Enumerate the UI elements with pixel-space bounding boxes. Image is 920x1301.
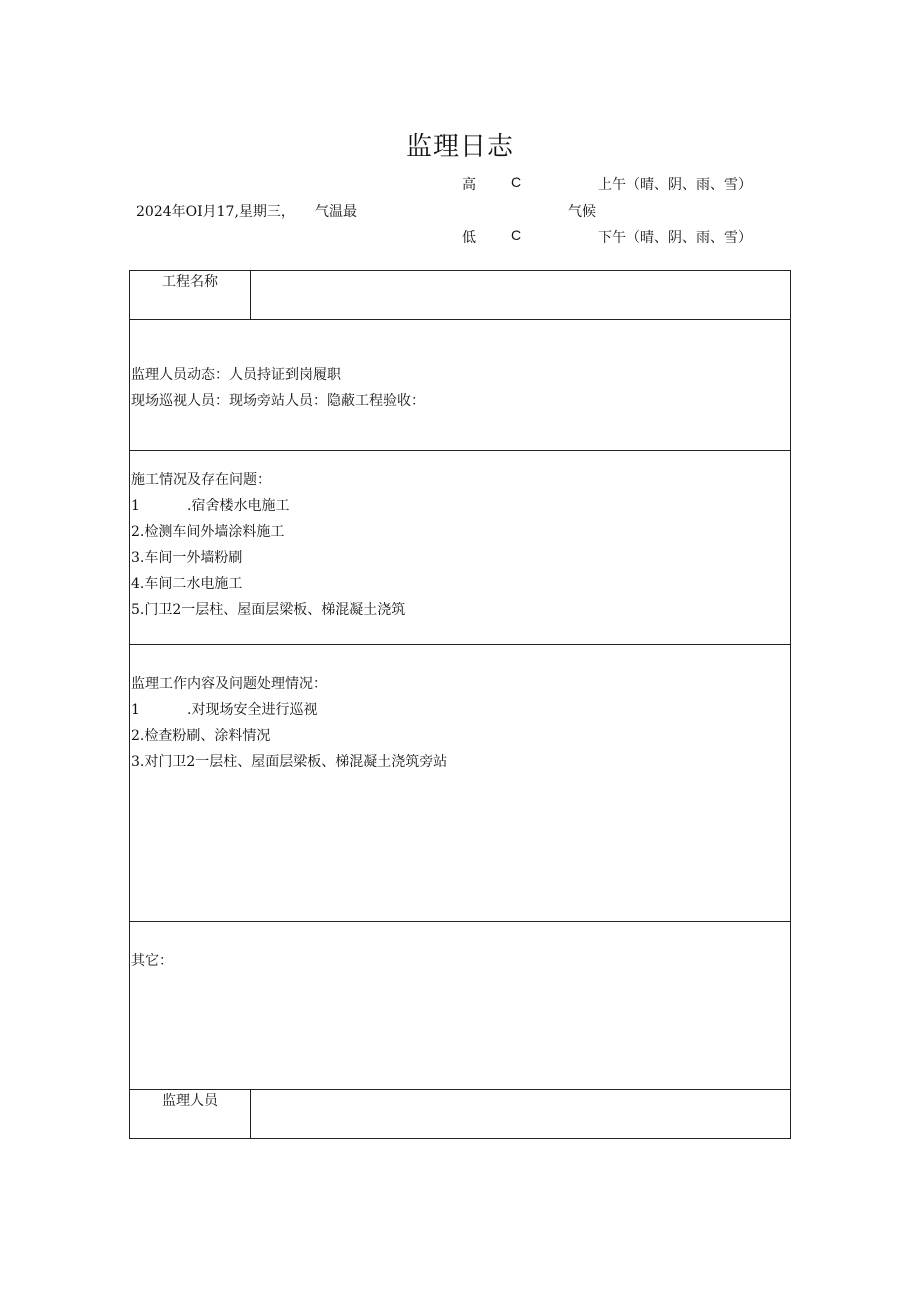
item-number: 1 bbox=[131, 498, 140, 514]
temp-high-label: 高 bbox=[462, 177, 476, 193]
item-number: 1 bbox=[131, 702, 140, 718]
weather-afternoon: 下午（晴、阴、雨、雪） bbox=[598, 230, 752, 246]
other-row bbox=[130, 922, 791, 1090]
temp-low-unit: C bbox=[511, 227, 522, 243]
item-text: .对现场安全进行巡视 bbox=[187, 702, 318, 718]
weather-morning: 上午（晴、阴、雨、雪） bbox=[598, 177, 752, 193]
supervisor-value[interactable] bbox=[251, 1090, 791, 1139]
other-label: 其它： bbox=[131, 953, 173, 969]
page-title: 监理日志 bbox=[405, 132, 514, 162]
weather-label: 气候 bbox=[568, 204, 596, 220]
list-item: 2.检查粉刷、涂料情况 bbox=[131, 728, 271, 744]
construction-row bbox=[130, 451, 791, 645]
temperature-label: 气温最 bbox=[315, 204, 357, 220]
personnel-status: 监理人员动态：人员持证到岗履职 bbox=[131, 367, 341, 383]
supervisor-row bbox=[130, 1090, 791, 1139]
supervisor-label: 监理人员 bbox=[130, 1090, 251, 1139]
project-name-value[interactable] bbox=[251, 271, 791, 320]
personnel-cell[interactable] bbox=[130, 320, 791, 451]
personnel-roles: 现场巡视人员：现场旁站人员：隐蔽工程验收： bbox=[131, 393, 425, 409]
list-item: 5.门卫2一层柱、屋面层梁板、梯混凝土浇筑 bbox=[131, 602, 406, 618]
temp-high-unit: C bbox=[511, 174, 522, 190]
other-cell[interactable] bbox=[130, 922, 791, 1090]
item-text: .宿舍楼水电施工 bbox=[187, 498, 290, 514]
supervision-cell[interactable] bbox=[130, 645, 791, 922]
list-item bbox=[131, 697, 790, 723]
list-item: 4.车间二水电施工 bbox=[131, 576, 243, 592]
list-item: 2.检测车间外墙涂料施工 bbox=[131, 524, 285, 540]
list-item: 3.对门卫2一层柱、屋面层梁板、梯混凝土浇筑旁站 bbox=[131, 754, 448, 770]
project-name-label: 工程名称 bbox=[130, 271, 251, 320]
project-name-row bbox=[130, 271, 791, 320]
supervision-log-table bbox=[129, 270, 791, 1139]
list-item: 3.车间一外墙粉刷 bbox=[131, 550, 243, 566]
log-date: 2024年OI月17,星期三， bbox=[136, 204, 295, 220]
supervision-heading: 监理工作内容及问题处理情况： bbox=[131, 676, 327, 692]
list-item bbox=[131, 493, 790, 519]
construction-cell[interactable] bbox=[130, 451, 791, 645]
construction-heading: 施工情况及存在问题： bbox=[131, 472, 271, 488]
temp-low-label: 低 bbox=[462, 230, 476, 246]
supervision-row bbox=[130, 645, 791, 922]
personnel-row bbox=[130, 320, 791, 451]
